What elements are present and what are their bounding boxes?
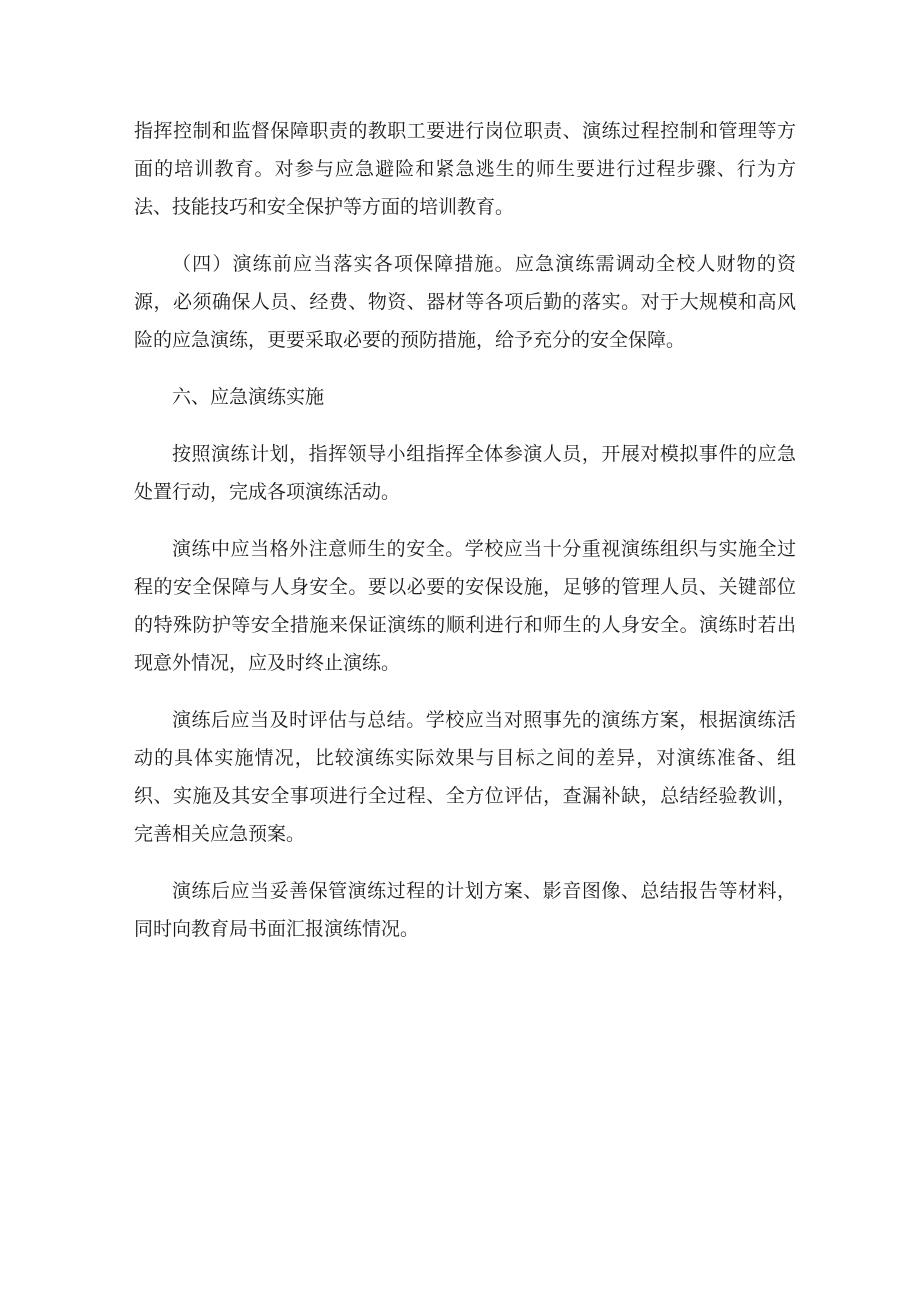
- paragraph-drill-plan: 按照演练计划，指挥领导小组指挥全体参演人员，开展对模拟事件的应急处置行动，完成各项演练活动。: [134, 443, 796, 503]
- document-body: [134, 112, 796, 967]
- section-heading-implementation: 六、应急演练实施: [172, 386, 325, 408]
- paragraph-support-measures: （四）演练前应当落实各项保障措施。应急演练需调动全校人财物的资源，必须确保人员、经费、物资、器材等各项后勤的落实。对于大规模和高风险的应急演练，更要采取必要的预防措施，给予充分的安全保障。: [134, 253, 796, 351]
- paragraph-evaluation: 演练后应当及时评估与总结。学校应当对照事先的演练方案，根据演练活动的具体实施情况，比较演练实际效果与目标之间的差异，对演练准备、组织、实施及其安全事项进行全过程、全方位评估，查漏补缺，总结经验教训，完善相关应急预案。: [134, 709, 796, 845]
- paragraph-safety: 演练中应当格外注意师生的安全。学校应当十分重视演练组织与实施全过程的安全保障与人身安全。要以必要的安保设施，足够的管理人员、关键部位的特殊防护等安全措施来保证演练的顺利进行和师生的人身安全。演练时若出现意外情况，应及时终止演练。: [134, 538, 796, 674]
- paragraph-training-continued: 指挥控制和监督保障职责的教职工要进行岗位职责、演练过程控制和管理等方面的培训教育。对参与应急避险和紧急逃生的师生要进行过程步骤、行为方法、技能技巧和安全保护等方面的培训教育。: [134, 120, 796, 218]
- paragraph-archiving: 演练后应当妥善保管演练过程的计划方案、影音图像、总结报告等材料，同时向教育局书面汇报演练情况。: [134, 880, 796, 940]
